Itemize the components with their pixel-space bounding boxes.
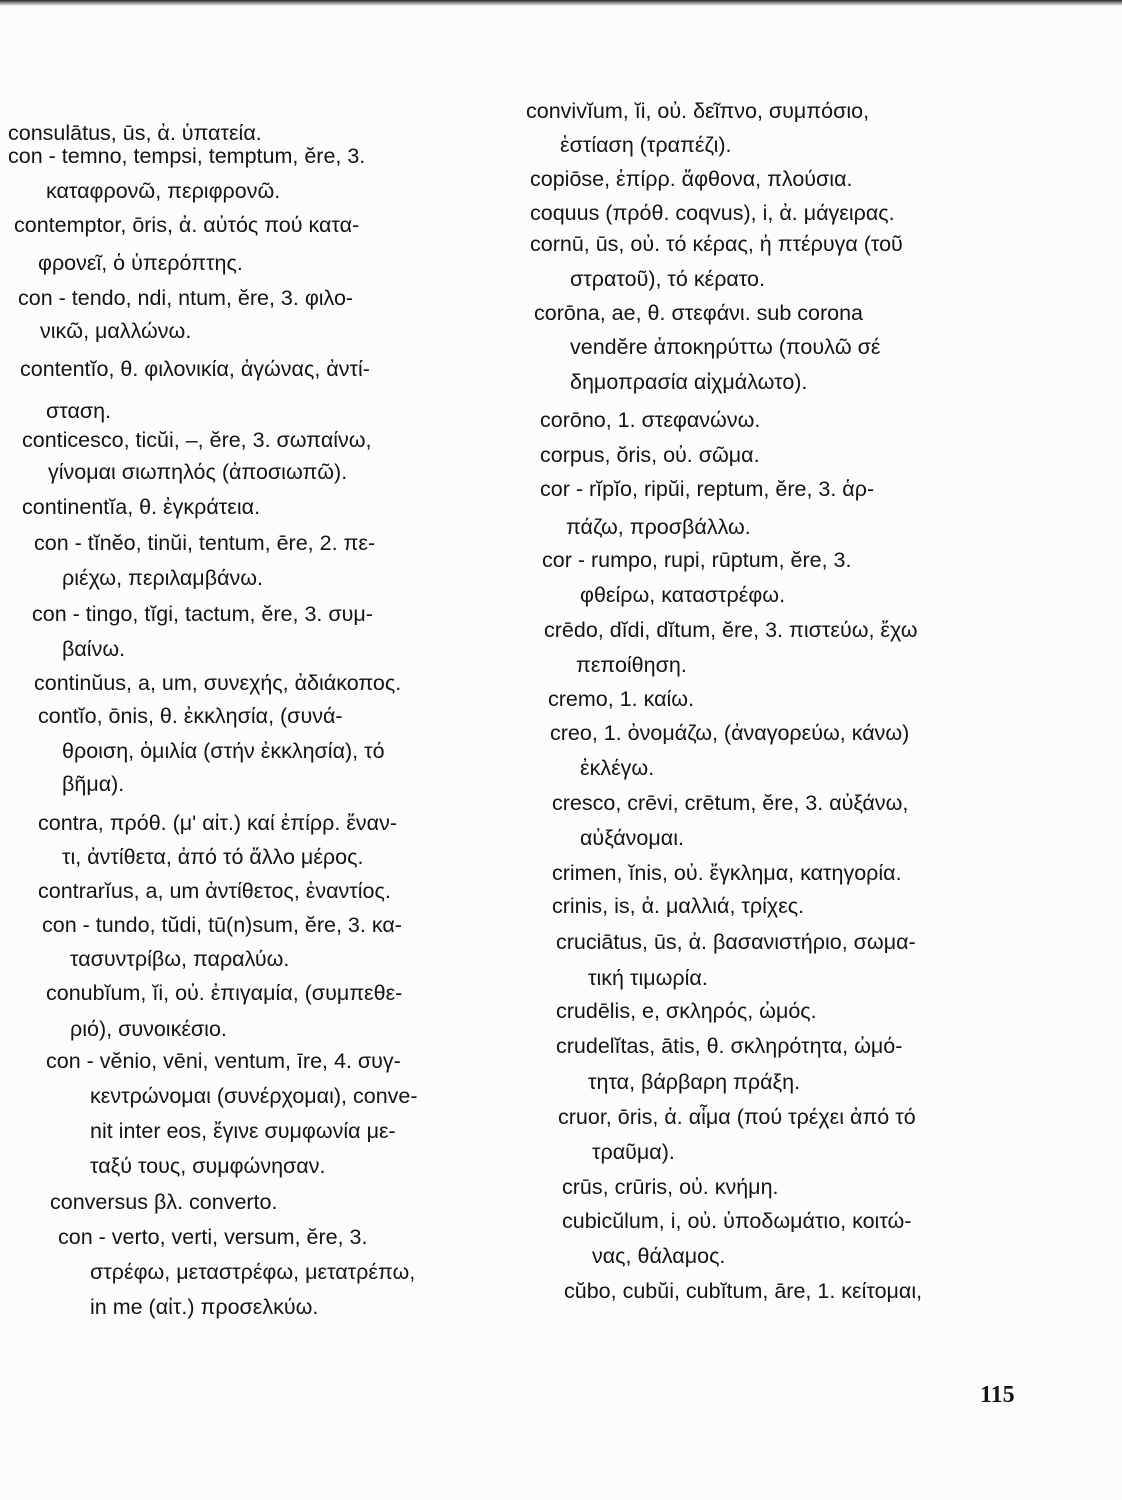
dictionary-line: καταφρονῶ, περιφρονῶ. — [46, 179, 281, 203]
dictionary-line: στρατοῦ), τό κέρατο. — [570, 267, 765, 291]
dictionary-line: πεποίθηση. — [576, 653, 687, 677]
dictionary-line: cruciātus, ūs, ἀ. βασανιστήριο, σωμα- — [556, 930, 916, 954]
dictionary-line: corōno, 1. στεφανώνω. — [540, 408, 761, 432]
dictionary-line: conubĭum, ĭi, οὐ. ἐπιγαμία, (συμπεθε- — [46, 981, 403, 1005]
dictionary-line: τι, ἀντίθετα, ἀπό τό ἄλλο μέρος. — [62, 845, 364, 869]
dictionary-line: con - tundo, tŭdi, tū(n)sum, ĕre, 3. κα- — [42, 913, 402, 937]
dictionary-line: ἐκλέγω. — [580, 756, 655, 780]
dictionary-line: κεντρώνομαι (συνέρχομαι), conve- — [90, 1084, 418, 1108]
dictionary-line: nit inter eos, ἔγινε συμφωνία με- — [90, 1119, 396, 1143]
dictionary-line: cruor, ōris, ἀ. αἷμα (πού τρέχει ἀπό τό — [558, 1105, 916, 1129]
dictionary-line: τραῦμα). — [592, 1140, 675, 1164]
page-top-edge — [0, 0, 1122, 6]
dictionary-line: ριό), συνοικέσιο. — [70, 1017, 227, 1041]
dictionary-line: crūs, crūris, οὐ. κνήμη. — [562, 1175, 779, 1199]
dictionary-line: continŭus, a, um, συνεχής, ἀδιάκοπος. — [34, 671, 402, 695]
dictionary-line: convivĭum, ĭi, οὐ. δεῖπνο, συμπόσιο, — [526, 99, 870, 123]
dictionary-line: ριέχω, περιλαμβάνω. — [62, 566, 264, 590]
dictionary-line: σταση. — [46, 399, 112, 423]
dictionary-line: con - temno, tempsi, temptum, ĕre, 3. — [8, 144, 366, 168]
dictionary-line: contrarĭus, a, um ἀντίθετος, ἐναντίος. — [38, 879, 391, 903]
dictionary-line: θροιση, ὁμιλία (στήν ἐκκλησία), τό — [62, 739, 385, 763]
dictionary-line: cresco, crēvi, crētum, ĕre, 3. αὐξάνω, — [552, 791, 909, 815]
dictionary-line: coquus (πρόθ. coqvus), i, ἀ. μάγειρας. — [530, 201, 895, 225]
dictionary-line: conversus βλ. converto. — [50, 1190, 278, 1214]
dictionary-line: con - vĕnio, vēni, ventum, īre, 4. συγ- — [46, 1049, 401, 1073]
dictionary-line: con - verto, verti, versum, ĕre, 3. — [58, 1225, 368, 1249]
dictionary-line: cremo, 1. καίω. — [548, 687, 695, 711]
dictionary-line: τασυντρίβω, παραλύω. — [70, 947, 290, 971]
dictionary-line: con - tĭnĕo, tinŭi, tentum, ēre, 2. πε- — [34, 531, 376, 555]
dictionary-line: νας, θάλαμος. — [592, 1244, 726, 1268]
dictionary-line: continentĭa, θ. ἐγκράτεια. — [22, 495, 261, 519]
dictionary-line: crinis, is, ἀ. μαλλιά, τρίχες. — [552, 894, 805, 918]
dictionary-line: πάζω, προσβάλλω. — [566, 515, 751, 539]
dictionary-line: vendĕre ἀποκηρύττω (πουλῶ σέ — [570, 335, 881, 359]
dictionary-line: ταξύ τους, συμφώνησαν. — [90, 1154, 326, 1178]
page-number: 115 — [980, 1382, 1015, 1408]
dictionary-line: φθείρω, καταστρέφω. — [580, 583, 786, 607]
dictionary-line: contentĭo, θ. φιλονικία, ἀγώνας, ἀντί- — [20, 357, 370, 381]
dictionary-line: con - tendo, ndi, ntum, ĕre, 3. φιλο- — [18, 286, 354, 310]
dictionary-line: consulātus, ūs, ἀ. ὑπατεία. — [8, 121, 262, 145]
dictionary-line: αὐξάνομαι. — [580, 826, 684, 850]
dictionary-line: conticesco, ticŭi, –, ĕre, 3. σωπαίνω, — [22, 428, 372, 452]
dictionary-line: γίνομαι σιωπηλός (ἀποσιωπῶ). — [48, 460, 348, 484]
dictionary-line: νικῶ, μαλλώνω. — [40, 319, 192, 343]
dictionary-line: crudēlis, e, σκληρός, ὠμός. — [556, 999, 817, 1023]
dictionary-line: creo, 1. ὀνομάζω, (ἀναγορεύω, κάνω) — [550, 721, 910, 745]
dictionary-line: cŭbo, cubŭi, cubĭtum, āre, 1. κείτομαι, — [564, 1279, 923, 1303]
dictionary-line: δημοπρασία αἰχμάλωτο). — [570, 370, 808, 394]
dictionary-line: corōna, ae, θ. στεφάνι. sub corona — [534, 301, 864, 325]
dictionary-line: crudelĭtas, ātis, θ. σκληρότητα, ὠμό- — [556, 1034, 903, 1058]
dictionary-line: ἑστίαση (τραπέζι). — [560, 133, 732, 157]
dictionary-line: cor - rĭpĭo, ripŭi, reptum, ĕre, 3. ἁρ- — [540, 477, 875, 501]
dictionary-line: contemptor, ōris, ἀ. αὐτός πού κατα- — [14, 213, 360, 237]
dictionary-line: βαίνω. — [62, 637, 126, 661]
dictionary-line: φρονεῖ, ὁ ὑπερόπτης. — [38, 251, 243, 275]
dictionary-line: βῆμα). — [62, 772, 125, 796]
dictionary-line: cor - rumpo, rupi, rūptum, ĕre, 3. — [542, 548, 852, 572]
dictionary-line: crēdo, dĭdi, dĭtum, ĕre, 3. πιστεύω, ἔχω — [544, 618, 918, 642]
dictionary-line: con - tingo, tĭgi, tactum, ĕre, 3. συμ- — [32, 602, 373, 626]
dictionary-line: cornū, ūs, οὐ. τό κέρας, ἡ πτέρυγα (τοῦ — [530, 232, 903, 256]
dictionary-line: cubicŭlum, i, οὐ. ὑποδωμάτιο, κοιτώ- — [562, 1209, 912, 1233]
dictionary-line: contra, πρόθ. (μ' αἰτ.) καί ἐπίρρ. ἔναν- — [38, 811, 398, 835]
dictionary-line: copiōse, ἐπίρρ. ἄφθονα, πλούσια. — [530, 167, 853, 191]
dictionary-line: in me (αἰτ.) προσελκύω. — [90, 1295, 319, 1319]
dictionary-line: corpus, ŏris, οὐ. σῶμα. — [540, 443, 760, 467]
dictionary-line: τητα, βάρβαρη πράξη. — [588, 1070, 801, 1094]
dictionary-line: στρέφω, μεταστρέφω, μετατρέπω, — [90, 1260, 416, 1284]
dictionary-line: crimen, ĭnis, οὐ. ἔγκλημα, κατηγορία. — [552, 861, 902, 885]
dictionary-line: τική τιμωρία. — [588, 966, 708, 990]
dictionary-line: contĭo, ōnis, θ. ἐκκλησία, (συνά- — [38, 704, 343, 728]
